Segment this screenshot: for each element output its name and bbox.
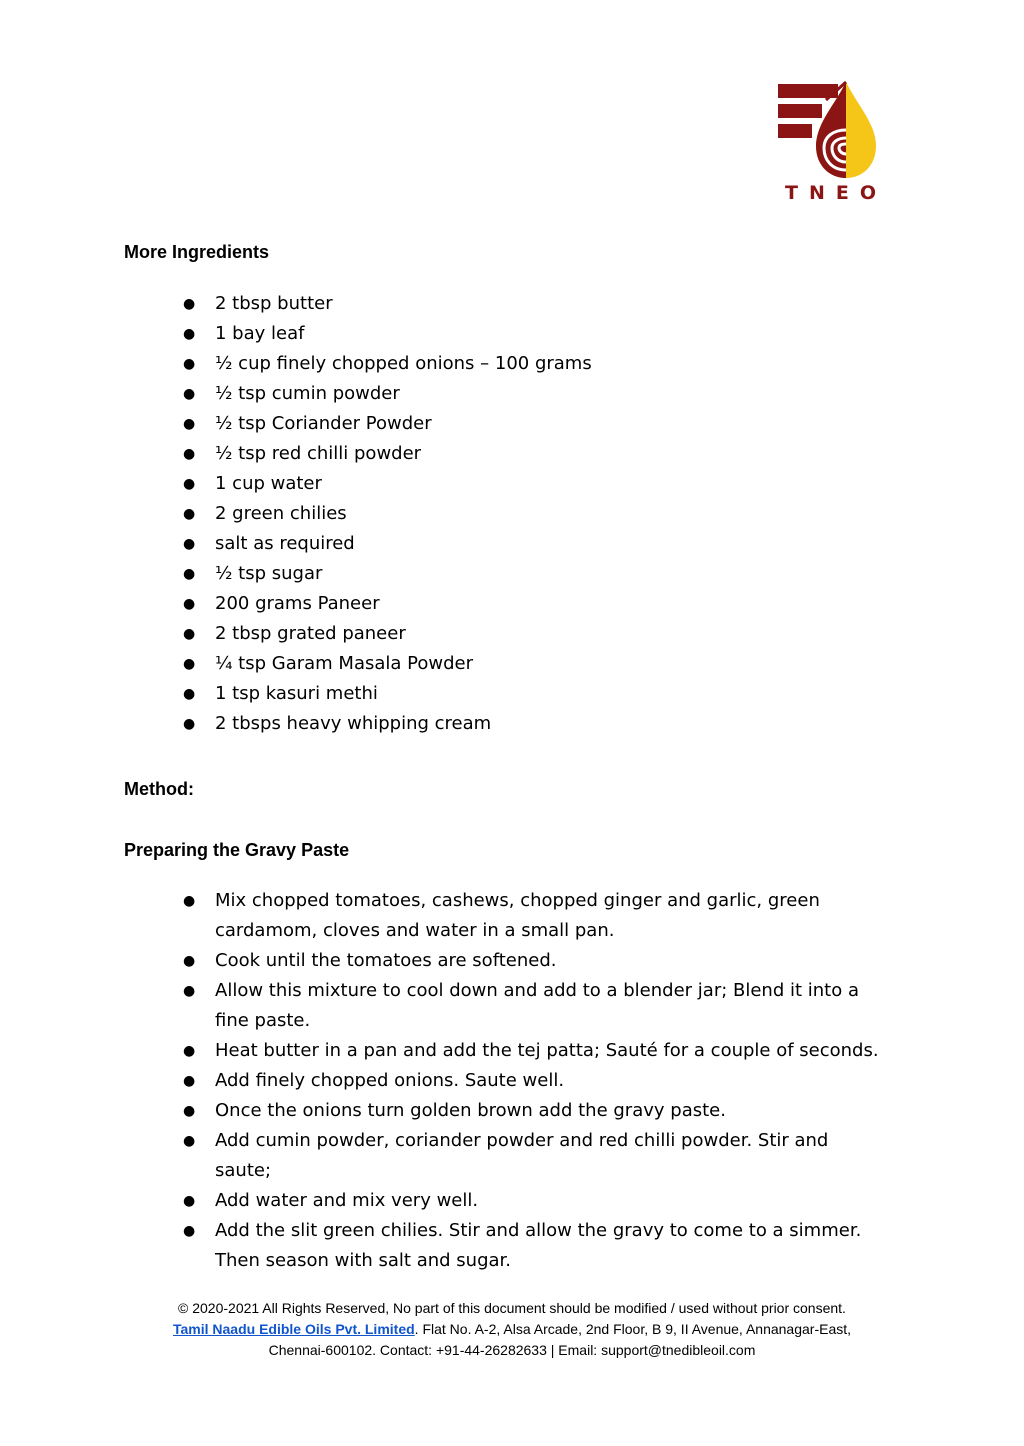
ingredient-item: ● 1 tsp kasuri methi	[0, 679, 885, 709]
ingredient-item: ● ½ tsp Coriander Powder	[0, 409, 885, 439]
tneo-logo-icon	[776, 80, 888, 180]
ingredient-item: ● 2 tbsps heavy whipping cream	[0, 709, 885, 739]
footer-contact: Chennai-600102. Contact: +91-44-26282633 | Email: support@tnedibleoil.com	[268, 1342, 756, 1358]
gravy-steps-list	[0, 886, 885, 1276]
footer-copyright: © 2020-2021 All Rights Reserved, No part of this document should be modified / used without prior consent.	[178, 1300, 846, 1316]
method-step: ● Add cumin powder, coriander powder and red chilli powder. Stir and saute;	[0, 1126, 885, 1186]
method-step: ● Add the slit green chilies. Stir and allow the gravy to come to a simmer. Then season with salt and sugar.	[0, 1216, 885, 1276]
footer-address: . Flat No. A-2, Alsa Arcade, 2nd Floor, B 9, II Avenue, Annanagar-East,	[414, 1321, 852, 1337]
ingredient-item: ● salt as required	[0, 529, 885, 559]
ingredient-item: ● ½ tsp cumin powder	[0, 379, 885, 409]
ingredient-item: ● ½ tsp sugar	[0, 559, 885, 589]
method-heading: Method:	[124, 779, 194, 799]
method-step: ● Cook until the tomatoes are softened.	[0, 946, 885, 976]
company-link[interactable]: Tamil Naadu Edible Oils Pvt. Limited	[172, 1321, 415, 1337]
more-ingredients-heading: More Ingredients	[124, 242, 270, 262]
footer	[112, 1298, 912, 1361]
method-step: ● Add finely chopped onions. Saute well.	[0, 1066, 885, 1096]
method-step: ● Mix chopped tomatoes, cashews, chopped ginger and garlic, green cardamom, cloves and water in a small pan.	[0, 886, 885, 946]
ingredient-item: ● 2 green chilies	[0, 499, 885, 529]
ingredients-list	[0, 289, 885, 739]
ingredient-item: ● ¼ tsp Garam Masala Powder	[0, 649, 885, 679]
method-step: ● Add water and mix very well.	[0, 1186, 885, 1216]
method-step: ● Heat butter in a pan and add the tej patta; Sauté for a couple of seconds.	[0, 1036, 885, 1066]
ingredient-item: ● 1 cup water	[0, 469, 885, 499]
ingredient-item: ● 1 bay leaf	[0, 319, 885, 349]
tneo-logo	[776, 80, 888, 210]
footer-address-line	[112, 1319, 912, 1340]
method-step: ● Once the onions turn golden brown add the gravy paste.	[0, 1096, 885, 1126]
ingredient-item: ● 200 grams Paneer	[0, 589, 885, 619]
ingredient-item: ● 2 tbsp butter	[0, 289, 885, 319]
gravy-paste-heading: Preparing the Gravy Paste	[124, 840, 350, 860]
ingredient-item: ● 2 tbsp grated paneer	[0, 619, 885, 649]
ingredient-item: ● ½ cup finely chopped onions – 100 grams	[0, 349, 885, 379]
method-step: ● Allow this mixture to cool down and add to a blender jar; Blend it into a fine paste.	[0, 976, 885, 1036]
ingredient-item: ● ½ tsp red chilli powder	[0, 439, 885, 469]
logo-text: TNEO	[785, 182, 887, 204]
